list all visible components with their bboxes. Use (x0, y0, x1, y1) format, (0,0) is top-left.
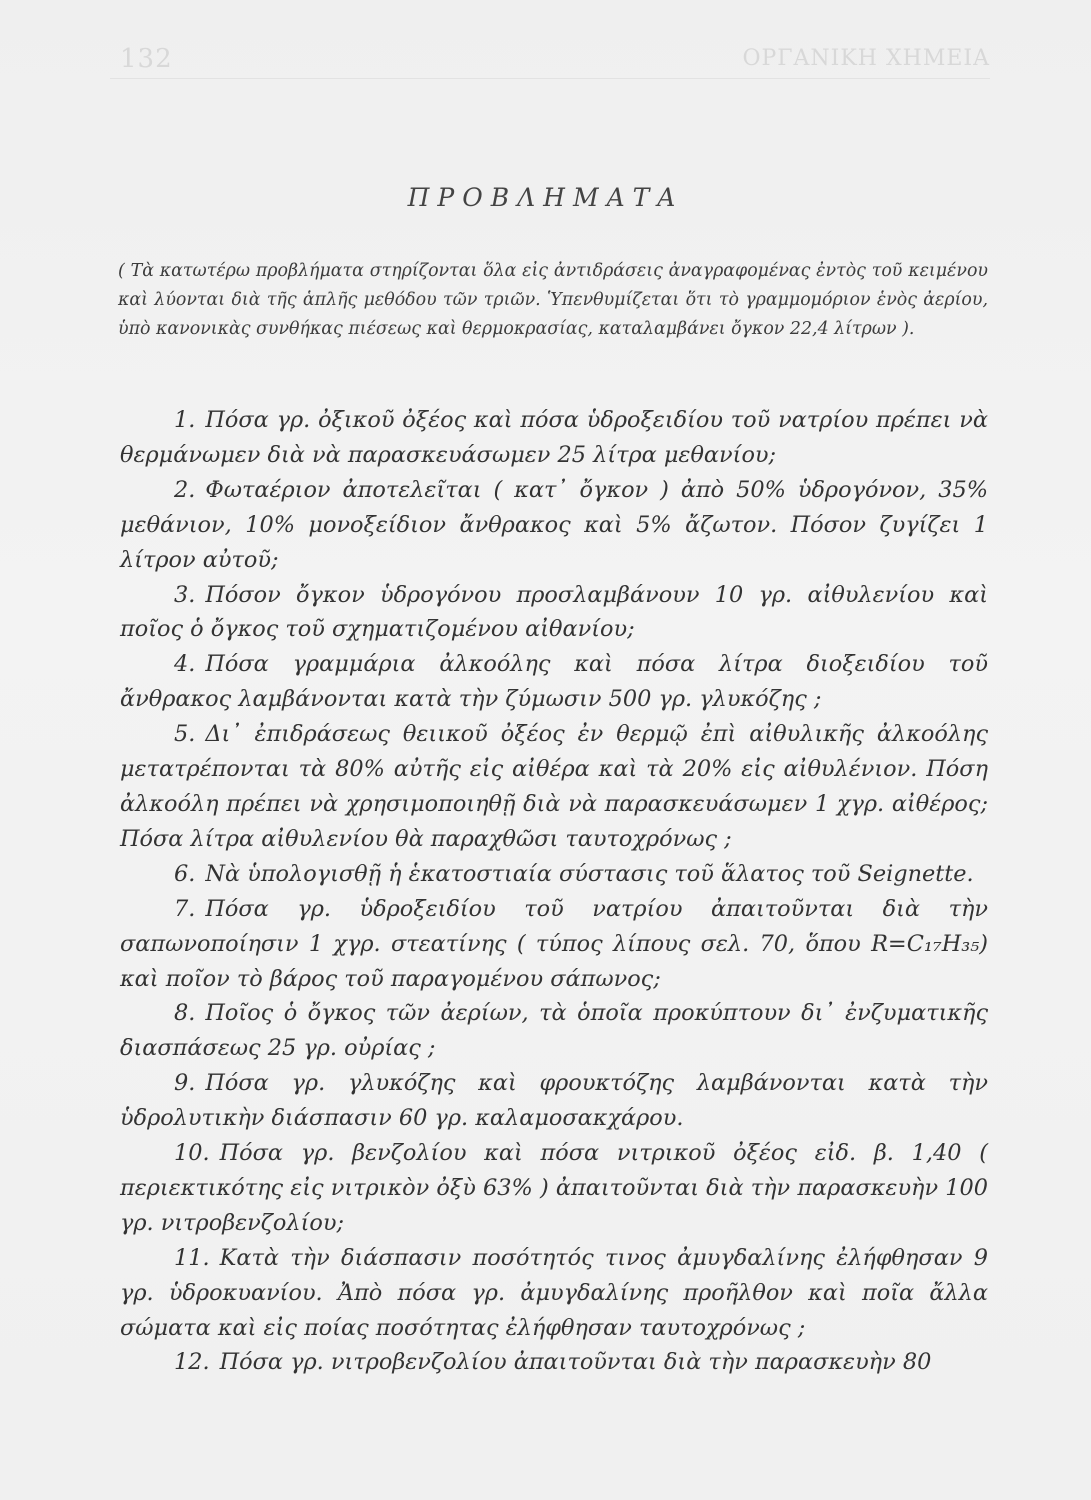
problem-item (120, 1066, 988, 1136)
problem-item (120, 1136, 988, 1241)
problem-item (120, 717, 988, 857)
problem-text: Πόσα γρ. ὑδροξειδίου τοῦ νατρίου ἀπαιτοῦνται διὰ τὴν σαπωνοποίησιν 1 χγρ. στεατίνης ( τύπος λίπους σελ. 70, ὅπου R=C₁₇H₃₅) καὶ ποῖον τὸ βάρος τοῦ παραγομένου σάπωνος; (120, 895, 988, 992)
problem-text: Πόσα γραμμάρια ἀλκοόλης καὶ πόσα λίτρα διοξειδίου τοῦ ἄνθρακος λαμβάνονται κατὰ τὴν ζύμωσιν 500 γρ. γλυκόζης ; (120, 651, 988, 713)
problem-number: 10. (174, 1140, 210, 1167)
problem-text: Ποῖος ὁ ὄγκος τῶν ἀερίων, τὰ ὁποῖα προκύπτουν δι᾽ ἐνζυματικῆς διασπάσεως 25 γρ. οὐρίας ; (120, 1000, 988, 1062)
page-title: ΠΡΟΒΛΗΜΑΤΑ (407, 183, 684, 212)
problem-number: 3. (174, 581, 196, 608)
bleed-through-header (110, 42, 990, 78)
problem-number: 7. (174, 895, 196, 922)
problem-item (120, 1241, 988, 1346)
problem-text: Πόσα γρ. νιτροβενζολίου ἀπαιτοῦνται διὰ τὴν παρασκευὴν 80 (219, 1349, 932, 1376)
problem-number: 9. (174, 1070, 196, 1097)
bleed-running-head: ΟΡΓΑΝΙΚΗ ΧΗΜΕΙΑ (742, 46, 990, 71)
problem-number: 5. (174, 721, 196, 748)
problem-item (120, 473, 988, 578)
problem-item (120, 996, 988, 1066)
problem-text: Πόσα γρ. ὀξικοῦ ὀξέος καὶ πόσα ὑδροξειδίου τοῦ νατρίου πρέπει νὰ θερμάνωμεν διὰ νὰ παρασκευάσωμεν 25 λίτρα μεθανίου; (120, 407, 988, 468)
problem-item (120, 403, 988, 473)
bleed-page-number: 132 (120, 44, 173, 74)
problem-number: 12. (174, 1349, 210, 1376)
intro-note: ( Τὰ κατωτέρω προβλήματα στηρίζονται ὅλα εἰς ἀντιδράσεις ἀναγραφομένας ἐντὸς τοῦ κειμένου καὶ λύονται διὰ τῆς ἁπλῆς μεθόδου τῶν τριῶν. Ὑπενθυμίζεται ὅτι τὸ γραμμομόριον ἑνὸς ἀερίου, ὑπὸ κανονικὰς συνθήκας πιέσεως καὶ θερμοκρασίας, καταλαμβάνει ὄγκον 22,4 λίτρων ). (118, 261, 988, 339)
problem-number: 8. (174, 1000, 196, 1027)
problem-text: Πόσα γρ. βενζολίου καὶ πόσα νιτρικοῦ ὀξέος εἰδ. β. 1,40 ( περιεκτικότης εἰς νιτρικὸν ὀξὺ 63% ) ἀπαιτοῦνται διὰ τὴν παρασκευὴν 100 γρ. νιτροβενζολίου; (120, 1140, 988, 1236)
problem-text: Πόσον ὄγκον ὑδρογόνου προσλαμβάνουν 10 γρ. αἰθυλενίου καὶ ποῖος ὁ ὄγκος τοῦ σχηματιζομένου αἰθανίου; (120, 581, 988, 643)
problem-text: Φωταέριον ἀποτελεῖται ( κατ᾽ ὄγκον ) ἀπὸ 50% ὑδρογόνον, 35% μεθάνιον, 10% μονοξείδιον ἄνθρακος καὶ 5% ἄζωτον. Πόσον ζυγίζει 1 λίτρον αὐτοῦ; (120, 476, 988, 573)
problem-item (120, 1345, 988, 1380)
bleed-through-rule (110, 78, 990, 79)
problem-item (120, 647, 988, 717)
problem-text: Δι᾽ ἐπιδράσεως θειικοῦ ὀξέος ἐν θερμῷ ἐπὶ αἰθυλικῆς ἀλκοόλης μετατρέπονται τὰ 80% αὐτῆς εἰς αἰθέρα καὶ τὰ 20% εἰς αἰθυλένιον. Πόση ἀλκοόλη πρέπει νὰ χρησιμοποιηθῇ διὰ νὰ παρασκευάσωμεν 1 χγρ. αἰθέρος; Πόσα λίτρα αἰθυλενίου θὰ παραχθῶσι ταυτοχρόνως ; (120, 721, 988, 852)
problem-item (120, 578, 988, 648)
problem-number: 4. (174, 651, 196, 678)
problem-text: Πόσα γρ. γλυκόζης καὶ φρουκτόζης λαμβάνονται κατὰ τὴν ὑδρολυτικὴν διάσπασιν 60 γρ. καλαμοσακχάρου. (120, 1070, 988, 1132)
problem-item (120, 892, 988, 997)
problem-text: Κατὰ τὴν διάσπασιν ποσότητός τινος ἀμυγδαλίνης ἐλήφθησαν 9 γρ. ὑδροκυανίου. Ἀπὸ πόσα γρ. ἀμυγδαλίνης προῆλθον καὶ ποῖα ἄλλα σώματα καὶ εἰς ποίας ποσότητας ἐλήφθησαν ταυτοχρόνως ; (120, 1244, 988, 1341)
problem-number: 6. (174, 860, 196, 887)
problem-item (120, 857, 988, 892)
problem-number: 11. (174, 1244, 210, 1271)
problem-text: Νὰ ὑπολογισθῇ ἡ ἑκατοστιαία σύστασις τοῦ ἅλατος τοῦ Seignette. (205, 860, 974, 887)
problem-number: 1. (174, 407, 196, 433)
problem-list (120, 403, 988, 1380)
problem-number: 2. (174, 476, 196, 503)
